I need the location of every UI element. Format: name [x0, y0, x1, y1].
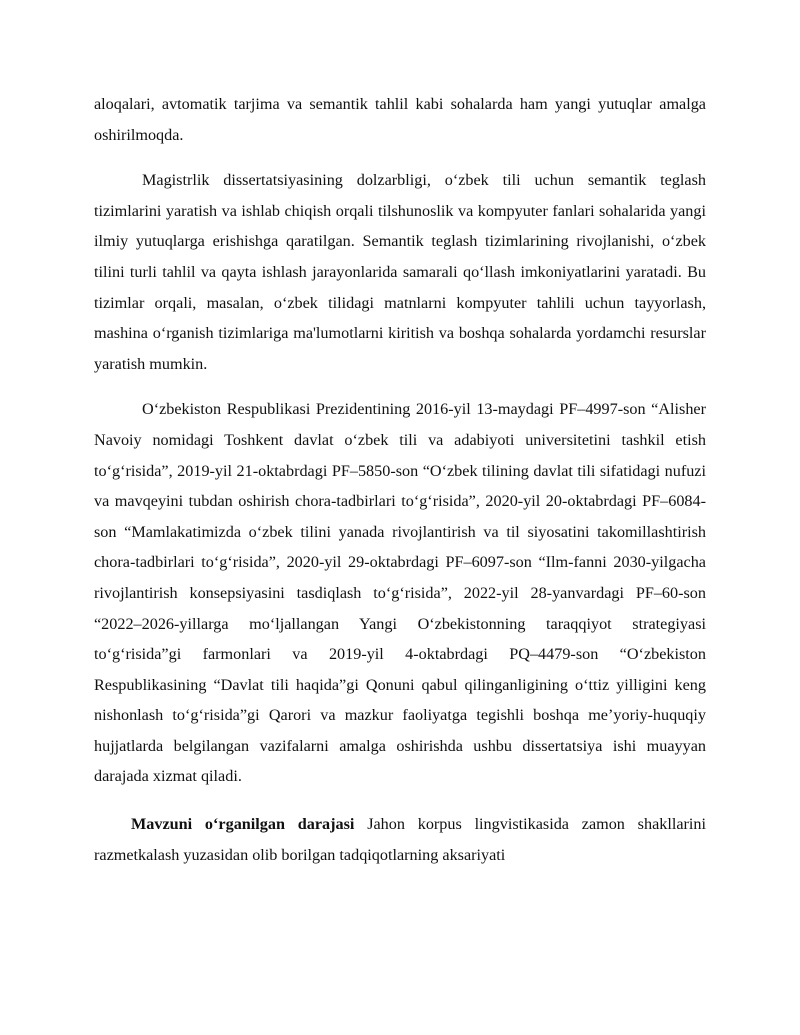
- document-page: [94, 89, 706, 870]
- paragraph-study-level: [94, 809, 706, 870]
- section-heading: Mavzuni o‘rganilgan darajasi: [131, 815, 355, 834]
- paragraph-legal-basis: O‘zbekiston Respublikasi Prezidentining 2016-yil 13-maydagi PF–4997-son “Alisher Navoiy nomidagi Toshkent davlat o‘zbek tili va adabiyoti universitetini tashkil etish to‘g‘risida”, 2019-yil 21-oktabrdagi PF–5850-son “O‘zbek tilining davlat tili sifatidagi nufuzi va mavqeyini tubdan oshirish chora-tadbirlari to‘g‘risida”, 2020-yil 20-oktabrdagi PF–6084-son “Mamlakatimizda o‘zbek tilini yanada rivojlantirish va til siyosatini takomillashtirish chora-tadbirlari to‘g‘risida”, 2020-yil 29-oktabrdagi PF–6097-son “Ilm-fanni 2030-yilgacha rivojlantirish konsepsiyasini tasdiqlash to‘g‘risida”, 2022-yil 28-yanvardagi PF–60-son “2022–2026-yillarga mo‘ljallangan Yangi O‘zbekistonning taraqqiyot strategiyasi to‘g‘risida”gi farmonlari va 2019-yil 4-oktabrdagi PQ–4479-son “O‘zbekiston Respublikasining “Davlat tili haqida”gi Qonuni qabul qilinganligining o‘ttiz yilligini keng nishonlash to‘g‘risida”gi Qarori va mazkur faoliyatga tegishli boshqa me’yoriy-huquqiy hujjatlarda belgilangan vazifalarni amalga oshirishda ushbu dissertatsiya ishi muayyan darajada xizmat qiladi.: [94, 400, 706, 786]
- paragraph-continuation: aloqalari, avtomatik tarjima va semantik tahlil kabi sohalarda ham yangi yutuqlar amalga oshirilmoqda.: [94, 95, 706, 144]
- section-text: Jahon korpus lingvistikasida zamon shakllarini razmetkalash yuzasidan olib borilgan tadqiqotlarning aksariyati: [94, 815, 707, 864]
- paragraph-relevance: Magistrlik dissertatsiyasining dolzarbligi, o‘zbek tili uchun semantik teglash tizimlarini yaratish va ishlab chiqish orqali tilshunoslik va kompyuter fanlari sohalarida yangi ilmiy yutuqlarga erishishga qaratilgan. Semantik teglash tizimlarining rivojlanishi, o‘zbek tilini turli tahlil va qayta ishlash jarayonlarida samarali qo‘llash imkoniyatlarini yaratadi. Bu tizimlar orqali, masalan, o‘zbek tilidagi matnlarni kompyuter tahlili uchun tayyorlash, mashina o‘rganish tizimlariga ma'lumotlarni kiritish va boshqa sohalarda yordamchi resurslar yaratish mumkin.: [94, 171, 706, 373]
